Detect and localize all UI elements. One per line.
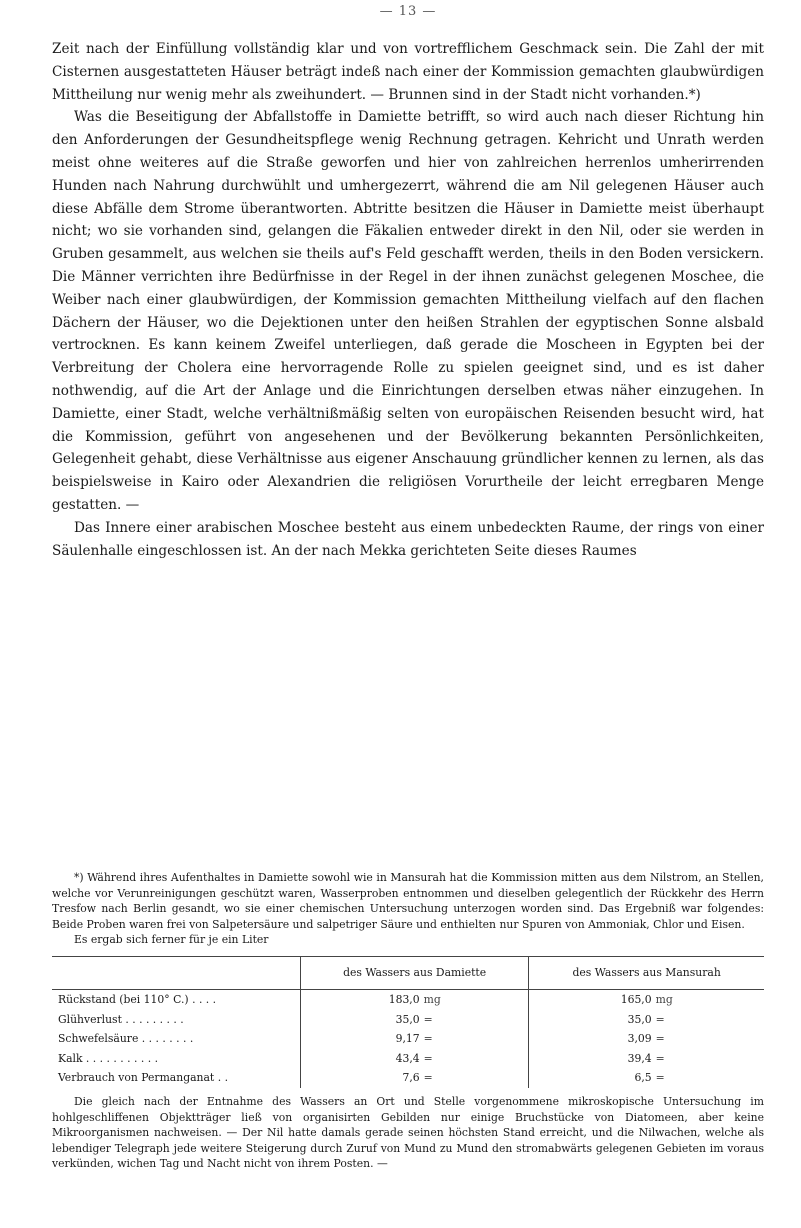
row-label: Verbrauch von Permanganat . .	[58, 1071, 229, 1085]
table-header-label	[52, 956, 301, 989]
paragraph-waste-disposal: Was die Beseitigung der Abfallstoffe in Damiette betrifft, so wird auch nach dieser Richtung hin den Anforderungen der Gesundheitspflege wenig Rechnung getragen. Kehricht und Unrath werden meist ohne weiteres auf die Straße geworfen und hier von zahlreichen herrenlos umherirrenden Hunden nach Nahrung durchwühlt und umhergezerrt, während die am Nil gelegenen Häuser auch diese Abfälle dem Strome überantworten. Abtritte besitzen die Häuser in Damiette meist überhaupt nicht; wo sie vorhanden sind, gelangen die Fäkalien entweder direkt in den Nil, oder sie werden in Gruben gesammelt, aus welchen sie theils auf's Feld geschafft werden, theils in den Boden versickern. Die Männer verrichten ihre Bedürfnisse in der Regel in der ihnen zunächst gelegenen Moschee, die Weiber nach einer glaubwürdigen, der Kommission gemachten Mittheilung vielfach auf den flachen Dächern der Häuser, wo die Dejektionen unter den heißen Strahlen der egyptischen Sonne alsbald vertrocknen. Es kann keinem Zweifel unterliegen, daß gerade die Moscheen in Egypten bei der Verbreitung der Cholera eine hervorragende Rolle zu spielen geeignet sind, und es ist daher nothwendig, auf die Art der Anlage und die Einrichtungen derselben etwas näher einzugehen. In Damiette, einer Stadt, welche verhältnißmäßig selten von europäischen Reisenden besucht wird, hat die Kommission, geführt von angesehenen und der Bevölkerung bekannten Persönlichkeiten, Gelegenheit gehabt, diese Verhältnisse aus eigener Anschauung gründlicher kennen zu lernen, als das beispielsweise in Kairo oder Alexandrien die religiösen Vorurtheile der leicht erregbaren Menge gestatten. —	[52, 109, 764, 513]
cell-mansurah: 35,0 =	[529, 1010, 764, 1030]
footnote-table-intro: Es ergab sich ferner für je ein Liter	[74, 933, 269, 947]
page-number: — 13 —	[379, 4, 437, 19]
footnote	[52, 870, 764, 1172]
row-label: Schwefelsäure . . . . . . . .	[58, 1032, 194, 1046]
row-label: Kalk . . . . . . . . . . .	[58, 1051, 159, 1065]
table-header-mansurah: des Wassers aus Mansurah	[529, 956, 764, 989]
table-row	[52, 1029, 764, 1049]
cell-damiette: 35,0 =	[301, 1010, 529, 1030]
cell-mansurah: 3,09 =	[529, 1029, 764, 1049]
water-analysis-table	[52, 956, 764, 1088]
table-row	[52, 1010, 764, 1030]
cell-damiette: 183,0 mg	[301, 989, 529, 1009]
footnote-closing: Die gleich nach der Entnahme des Wassers an Ort und Stelle vorgenommene mikroskopische Untersuchung im hohlgeschliffenen Objektträger ließ von organisirten Gebilden nur einige Bruchstücke von Diatomeen, aber keine Mikroorganismen nachweisen. — Der Nil hatte damals gerade seinen höchsten Stand erreicht, und die Nilwachen, welche als lebendiger Telegraph jede weitere Steigerung durch Zuruf von Mund zu Mund den stromabwärts gelegenen Gebieten im voraus verkünden, wichen Tag und Nacht nicht von ihrem Posten. —	[52, 1094, 764, 1171]
document-page	[52, 0, 764, 1228]
footnote-intro: *) Während ihres Aufenthaltes in Damiette sowohl wie in Mansurah hat die Kommission mitten aus dem Nilstrom, an Stellen, welche vor Verunreinigungen geschützt waren, Wasserproben entnommen und dieselben gelegentlich der Rückkehr des Herrn Tresfow nach Berlin gesandt, wo sie einer chemischen Untersuchung unterzogen worden sind. Das Ergebniß war folgendes: Beide Proben waren frei von Salpetersäure und salpetriger Säure und enthielten nur Spuren von Ammoniak, Chlor und Eisen.	[52, 871, 764, 931]
cell-damiette: 7,6 =	[301, 1068, 529, 1088]
cell-mansurah: 6,5 =	[529, 1068, 764, 1088]
table-header-row	[52, 956, 764, 989]
row-label: Glühverlust . . . . . . . . .	[58, 1012, 184, 1026]
table-header-damiette: des Wassers aus Damiette	[301, 956, 529, 989]
row-label: Rückstand (bei 110° C.) . . . .	[58, 992, 217, 1006]
cell-mansurah: 39,4 =	[529, 1049, 764, 1069]
table-row	[52, 1068, 764, 1088]
paragraph-water-supply: Zeit nach der Einfüllung vollständig klar und von vortrefflichem Geschmack sein. Die Zahl der mit Cisternen ausgestatteten Häuser beträgt indeß nach einer der Kommission gemachten glaubwürdigen Mittheilung nur wenig mehr als zweihundert. — Brunnen sind in der Stadt nicht vorhanden.*)	[52, 41, 764, 103]
cell-damiette: 9,17 =	[301, 1029, 529, 1049]
table-row	[52, 989, 764, 1009]
paragraph-mosque-interior: Das Innere einer arabischen Moschee besteht aus einem unbedeckten Raume, der rings von einer Säulenhalle eingeschlossen ist. An der nach Mekka gerichteten Seite dieses Raumes	[52, 519, 764, 559]
cell-damiette: 43,4 =	[301, 1049, 529, 1069]
table-row	[52, 1049, 764, 1069]
body-text	[52, 38, 764, 562]
cell-mansurah: 165,0 mg	[529, 989, 764, 1009]
